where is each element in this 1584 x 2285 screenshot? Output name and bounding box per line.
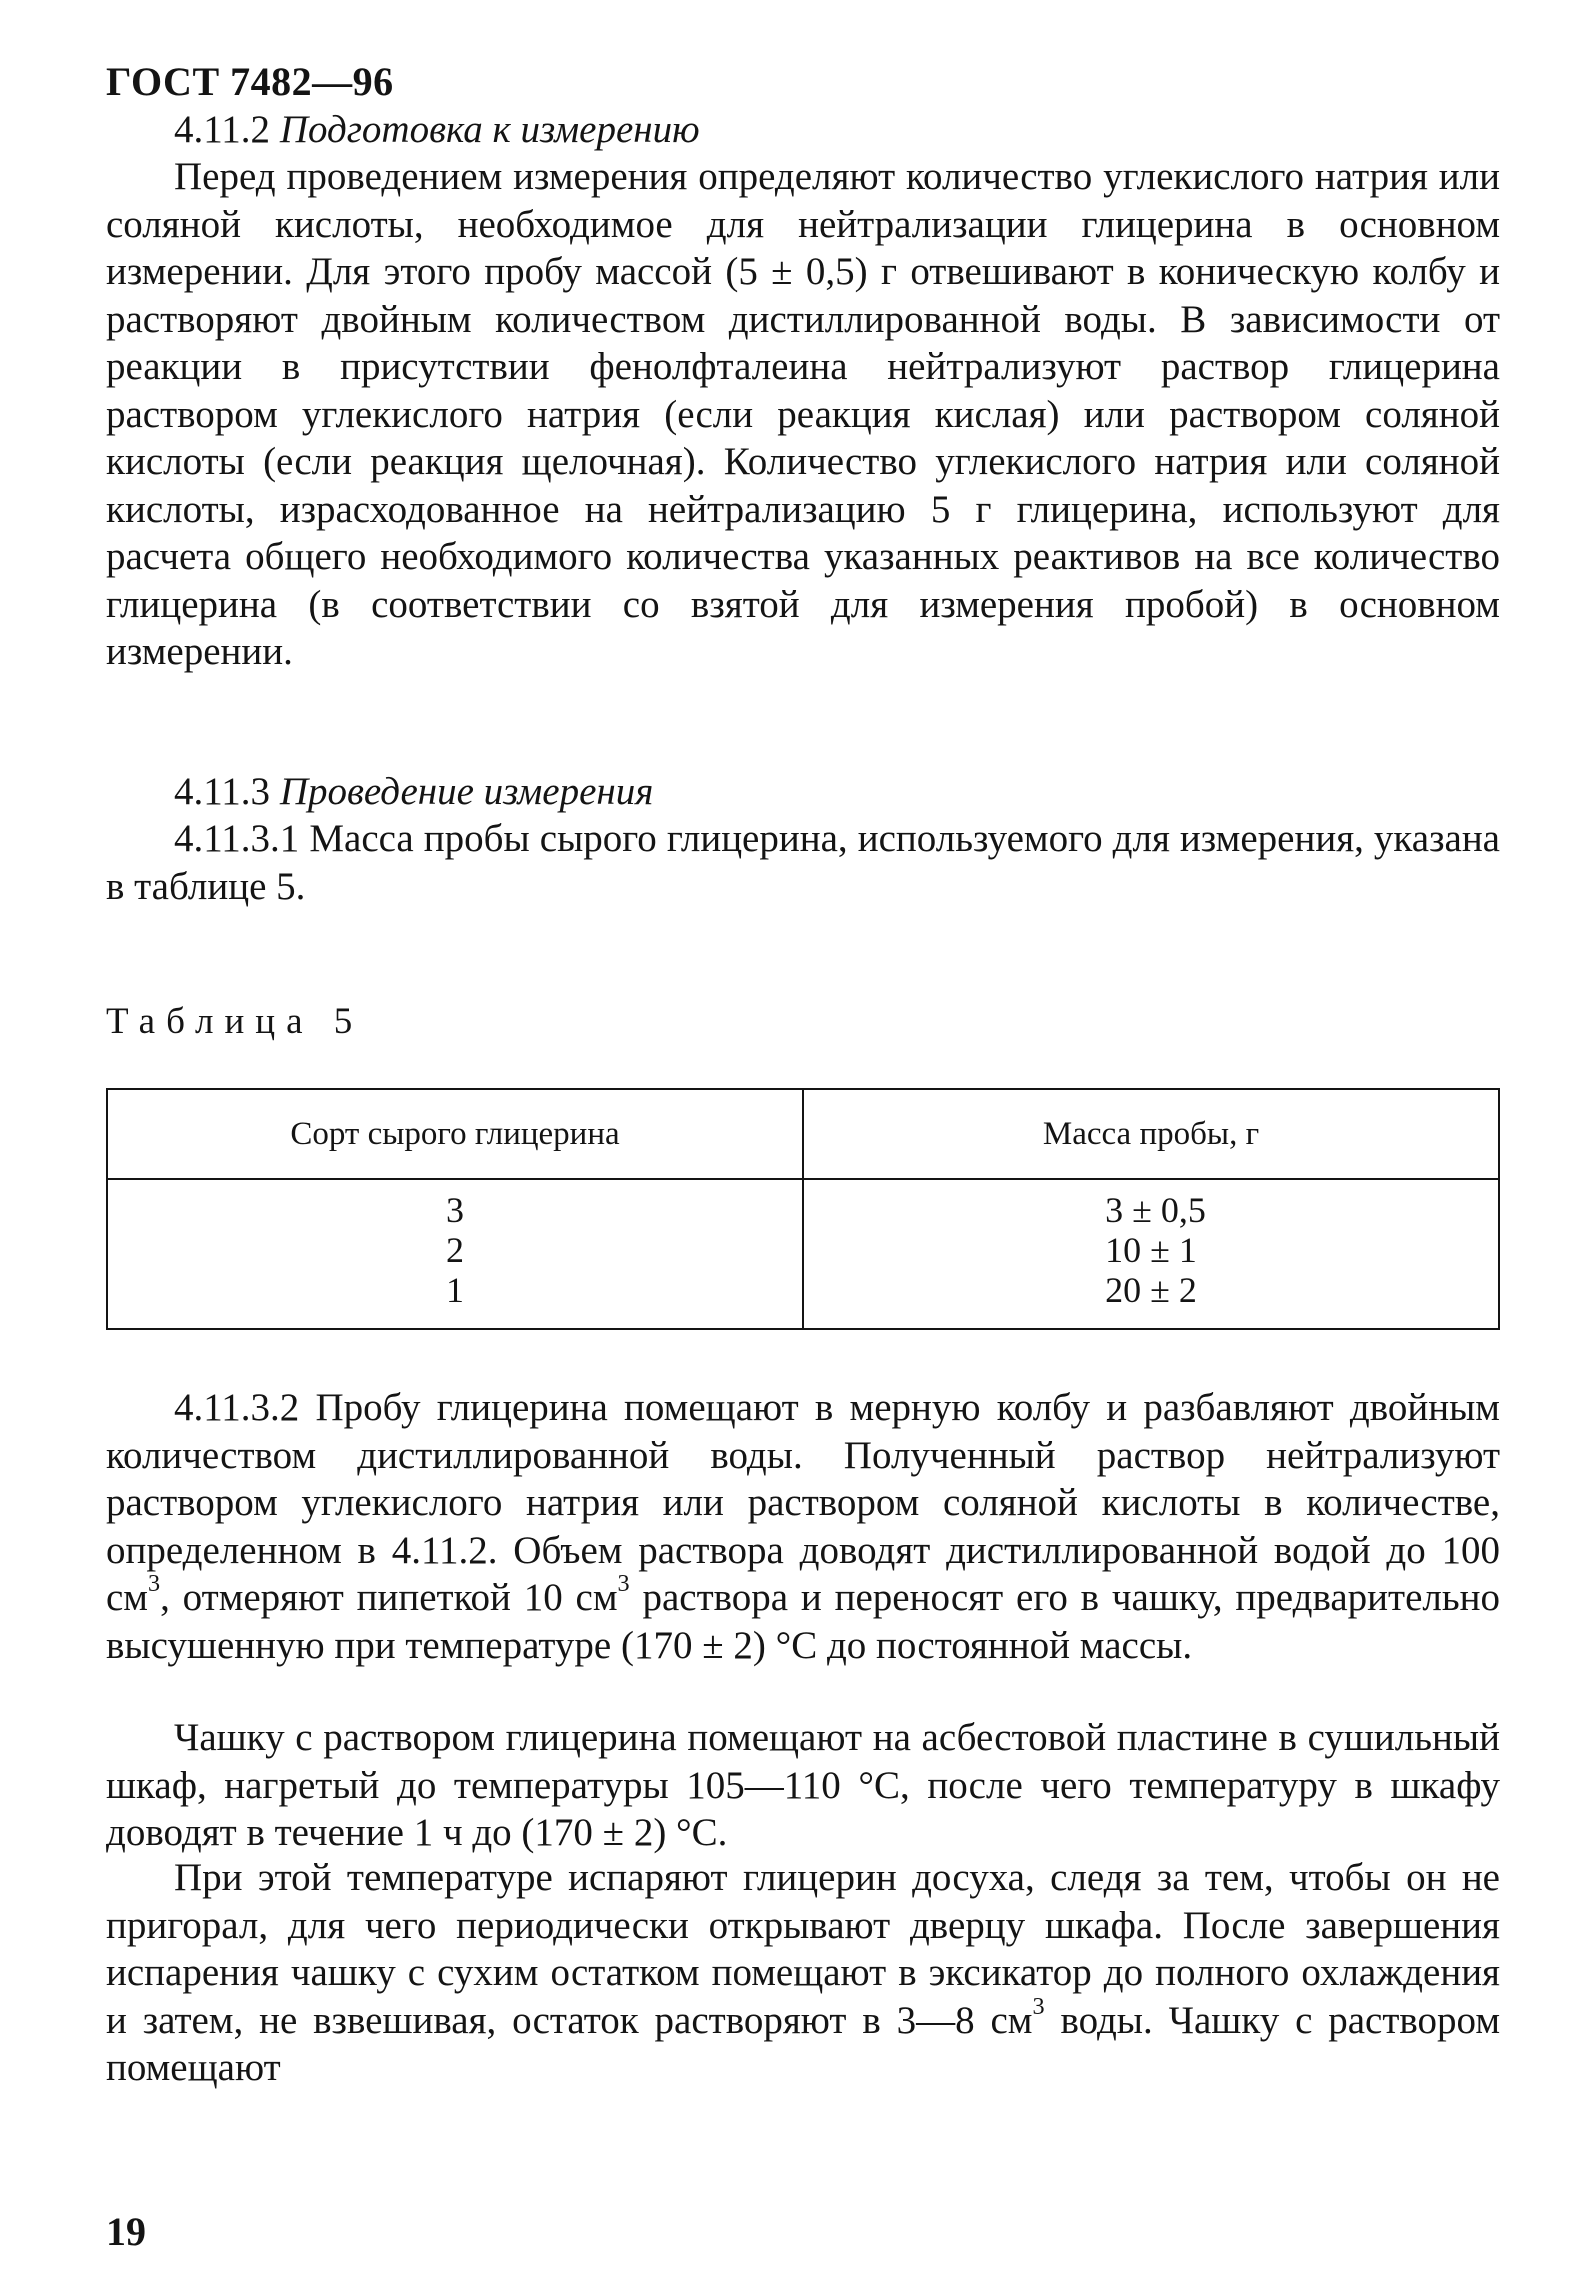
table-cell: 3 ± 0,5: [1096, 1190, 1206, 1230]
text-run: раствора и переносят его в чашку, предварительно высушенную при температуре (170 ± 2) °С до постоянной массы.: [106, 1576, 1500, 1667]
table-column-grade: [108, 1190, 802, 1310]
section-number: 4.11.3: [174, 770, 271, 813]
section-number: 4.11.2: [174, 108, 271, 151]
text-run: При этой температуре испаряют глицерин досуха, следя за тем, чтобы он не пригорал, для чего периодически открывают дверцу шкафа. После завершения испарения чашку с сухим остатком помещают в эксикатор до полного охлаждения и затем, не взвешивая, остаток растворяют в 3—8 см: [106, 1856, 1500, 2042]
section-4-11-2-text: Перед проведением измерения определяют количество углекислого натрия или соляной кислоты, необходимое для нейтрализации глицерина в основном измерении. Для этого пробу массой (5 ± 0,5) г отвешивают в коническую колбу и растворяют двойным количеством дистиллированной воды. В зависимости от реакции в присутствии фенолфталеина нейтрализуют раствор глицерина раствором углекислого натрия (если реакция кислая) или раствором соляной кислоты (если реакция щелочная). Количество углекислого натрия или соляной кислоты, израсходованное на нейтрализацию 5 г глицерина, используют для расчета общего необходимого количества указанных реактивов на все количество глицерина (в соответствии со взятой для измерения пробой) в основном измерении.: [106, 155, 1500, 673]
document-header: ГОСТ 7482—96: [106, 59, 394, 104]
superscript: 3: [148, 1570, 161, 1598]
section-4-11-3-2-text: [106, 1384, 1500, 1669]
text-run: 4.11.3.2 Пробу глицерина помещают в мерную колбу и разбавляют двойным количеством дистиллированной воды. Полученный раствор нейтрализуют раствором углекислого натрия или раствором соляной кислоты в количестве, определенном в 4.11.2. Объем раствора доводят дистиллированной водой до 100 см: [106, 1386, 1500, 1619]
text-run: , отмеряют пипеткой 10 см: [160, 1576, 618, 1619]
section-title: Подготовка к измерению: [279, 108, 700, 151]
superscript: 3: [617, 1570, 630, 1598]
section-title: Проведение измерения: [279, 770, 654, 813]
section-4-11-3-1-text: 4.11.3.1 Масса пробы сырого глицерина, используемого для измерения, указана в таблице 5.: [106, 817, 1500, 908]
table-cell: 3: [446, 1190, 464, 1230]
page-number: 19: [106, 2209, 146, 2254]
table-caption: Таблица 5: [106, 1001, 364, 1042]
table-header-grade: Сорт сырого глицерина: [290, 1116, 620, 1152]
table-cell: 20 ± 2: [1105, 1270, 1197, 1310]
section-4-11-2-heading: [106, 106, 1500, 154]
table-cell: 2: [446, 1230, 464, 1270]
section-4-11-3-heading: [106, 768, 1500, 816]
paragraph-cup: Чашку с раствором глицерина помещают на асбестовой пластине в сушильный шкаф, нагретый до температуры 105—110 °С, после чего температуру в шкафу доводят в течение 1 ч до (170 ± 2) °С.: [106, 1716, 1500, 1854]
table-cell: 1: [446, 1270, 464, 1310]
table-column-mass: [804, 1190, 1498, 1310]
paragraph-evaporation: [106, 1854, 1500, 2092]
table-cell: 10 ± 1: [1105, 1230, 1197, 1270]
superscript: 3: [1032, 1992, 1045, 2020]
text-run: воды. Чашку с раствором помещают: [106, 1998, 1500, 2089]
table-5: [106, 1088, 1500, 1330]
table-header-mass: Масса пробы, г: [1042, 1116, 1260, 1152]
